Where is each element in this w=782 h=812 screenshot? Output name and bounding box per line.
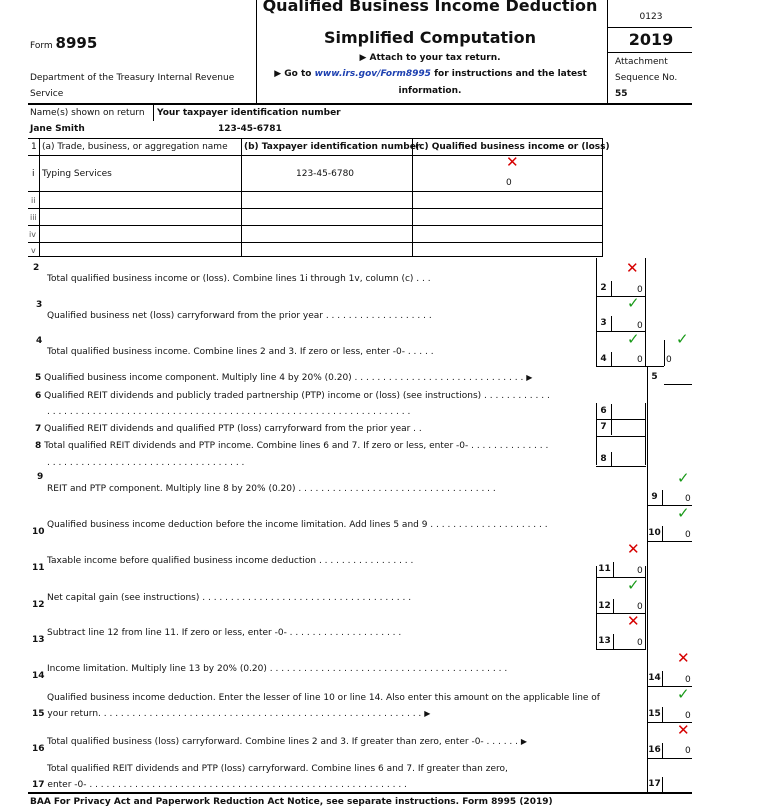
line3-amount[interactable]: 0 (637, 321, 643, 331)
line16-label: Total qualified business (loss) carryforward. Combine lines 2 and 3. If greater than zero, enter -0- . . . . . . (47, 737, 519, 747)
line1-row-i-tin[interactable]: 123-45-6780 (296, 169, 355, 179)
line9-number: 9 (37, 472, 44, 482)
line8-dots: . . . . . . . . . . . . . . . . . . . . . . . . . . . . . . . . . . . (47, 458, 245, 468)
service-label: Service (30, 89, 64, 99)
line6-box: 6 (596, 404, 612, 419)
header-bottom-rule (28, 103, 692, 105)
footer-top-rule (28, 792, 692, 794)
line13-box: 13 (596, 634, 614, 649)
line8-text (35, 441, 548, 451)
line14-text: Income limitation. Multiply line 13 by 20% (0.20) . . . . . . . . . . . . . . . . . . . . . . . . . . . . . . . . . . . . . . . . . . (47, 664, 508, 674)
line1-row-ii-rule (28, 208, 603, 209)
line10-box: 10 (647, 526, 663, 541)
line17-label: enter -0- . . . . . . . . . . . . . . . . . . . . . . . . . . . . . . . . . . . . . . . . . . . . . . . . . . . . . . . . (47, 780, 407, 790)
form-number: 8995 (55, 34, 98, 52)
line5-arrow-icon: ▶ (526, 373, 533, 382)
line3-number: 3 (36, 300, 43, 310)
line8-label: Total qualified REIT dividends and PTP income. Combine lines 6 and 7. If zero or less, enter -0- . . . . . . . . . . . . . . (44, 441, 549, 451)
line1-row-i-error-icon: ✕ (506, 153, 519, 171)
line16-error-icon: ✕ (677, 721, 690, 739)
line1-number: 1 (31, 142, 37, 152)
line1-row-iii-rule (28, 225, 603, 226)
line1-row-i-rule (28, 191, 603, 192)
line1-row-iii-roman: iii (30, 213, 37, 222)
line5-text (35, 373, 532, 383)
taxpayer-tin: 123-45-6781 (218, 124, 282, 134)
line5-label: Qualified business income component. Multiply line 4 by 20% (0.20) . . . . . . . . . . . . . . . . . . . . . . . . . . . . . . (44, 373, 524, 383)
outer-box-left-rule-top (664, 340, 665, 366)
line1-row-i-name[interactable]: Typing Services (42, 169, 112, 179)
sequence-number: 55 (615, 89, 628, 99)
header-divider-left (256, 0, 257, 103)
line15-number: 15 (32, 709, 45, 719)
line17-number: 17 (32, 780, 45, 790)
outer-box-left-rule (647, 366, 648, 792)
sequence-label: Sequence No. (615, 73, 678, 83)
inner-amount-right-rule (645, 258, 646, 366)
line11-error-icon: ✕ (627, 540, 640, 558)
line7-box: 7 (596, 420, 612, 435)
year-top-rule (607, 27, 692, 28)
line17-box: 17 (647, 777, 663, 792)
name-label: Name(s) shown on return (30, 108, 145, 118)
line15-arrow-icon: ▶ (424, 709, 431, 718)
line4-rule (596, 366, 664, 367)
form-title-line2: Simplified Computation (323, 28, 537, 47)
line12-amount[interactable]: 0 (637, 602, 643, 612)
line16-arrow-icon: ▶ (520, 737, 528, 746)
line11-number: 11 (32, 563, 45, 573)
line8-rule (596, 466, 646, 467)
tin-label: Your taxpayer identification number (157, 108, 341, 118)
line7-rule (596, 436, 646, 437)
line10-rule (647, 541, 692, 542)
line5-box: 5 (651, 372, 658, 382)
line2-amount[interactable]: 0 (637, 285, 643, 295)
line8-box: 8 (596, 452, 612, 467)
line8-number: 8 (35, 441, 42, 451)
line6-number: 6 (35, 391, 42, 401)
line9-text: REIT and PTP component. Multiply line 8 by 20% (0.20) . . . . . . . . . . . . . . . . . . . . . . . . . . . . . . . . . . . (47, 484, 496, 494)
line1-row-iv-roman: iv (29, 230, 36, 239)
line1-row-ii-roman: ii (31, 196, 36, 205)
line16-number: 16 (32, 744, 45, 754)
goto-instruction (258, 69, 603, 79)
line13-text: Subtract line 12 from line 11. If zero or less, enter -0- . . . . . . . . . . . . . . . . . . . . (47, 628, 402, 638)
line11-amount[interactable]: 0 (637, 566, 643, 576)
form-label (30, 34, 97, 52)
line12-text: Net capital gain (see instructions) . . . . . . . . . . . . . . . . . . . . . . . . . . . . . . . . . . . . . (47, 593, 412, 603)
line4-amount[interactable]: 0 (637, 355, 643, 365)
line13-number: 13 (32, 635, 45, 645)
department-label: Department of the Treasury Internal Revenue (30, 73, 235, 83)
line1-row-i-amount[interactable]: 0 (506, 178, 512, 188)
line1-col-b-header: (b) Taxpayer identification number (244, 142, 421, 152)
form-prefix: Form (30, 41, 53, 51)
line15-label: your return. . . . . . . . . . . . . . . . . . . . . . . . . . . . . . . . . . . . . . . . . . . . . . . . . . . . . . . . . (47, 709, 422, 719)
line10-text: Qualified business income deduction before the income limitation. Add lines 5 and 9 . . . . . . . . . . . . . . . . . . . . . (47, 520, 548, 530)
inner-amount-right-rule-2 (645, 403, 646, 465)
line17-text2 (32, 780, 407, 790)
line16-box: 16 (647, 743, 663, 758)
line3-box: 3 (596, 316, 612, 331)
goto-instruction-line2: information. (398, 86, 462, 96)
line1-row-i-roman: i (32, 169, 35, 179)
line9-check-icon: ✓ (677, 469, 690, 487)
goto-prefix: ▶ Go to (274, 69, 312, 79)
line4-box: 4 (596, 352, 612, 367)
line2-error-icon: ✕ (626, 259, 639, 277)
line9-box: 9 (647, 490, 663, 505)
line4-right-check-icon: ✓ (676, 330, 689, 348)
line14-amount[interactable]: 0 (685, 675, 691, 685)
line17-text1: Total qualified REIT dividends and PTP (loss) carryforward. Combine lines 6 and 7. If greater than zero, (47, 764, 508, 774)
line15-text1: Qualified business income deduction. Enter the lesser of line 10 or line 14. Also enter this amount on the applicable line of (47, 693, 600, 703)
year-bottom-rule (607, 52, 692, 53)
line7-text (35, 424, 422, 434)
inner-box-left-rule (596, 258, 597, 366)
attachment-label: Attachment (615, 57, 668, 67)
line12-number: 12 (32, 600, 45, 610)
line14-number: 14 (32, 671, 45, 681)
form-title-line1: Qualified Business Income Deduction (262, 0, 598, 15)
line13-rule (596, 649, 646, 650)
line3-text: Qualified business net (loss) carryforward from the prior year . . . . . . . . . . . . . . . . . . . (47, 311, 432, 321)
line6-text (35, 391, 550, 401)
line9-amount[interactable]: 0 (685, 494, 691, 504)
line3-check-icon: ✓ (627, 294, 640, 312)
line7-label: Qualified REIT dividends and qualified PTP (loss) carryforward from the prior year . . (44, 424, 422, 434)
line5-rule (664, 384, 692, 385)
line13-error-icon: ✕ (627, 612, 640, 630)
irs-form-link[interactable]: www.irs.gov/Form8995 (314, 69, 431, 79)
line14-error-icon: ✕ (677, 649, 690, 667)
line7-number: 7 (35, 424, 42, 434)
footer-notice: BAA For Privacy Act and Paperwork Reduction Act Notice, see separate instructions. Form 8995 (2019) (30, 797, 553, 807)
line10-number: 10 (32, 527, 45, 537)
taxpayer-name: Jane Smith (30, 124, 85, 134)
line2-box: 2 (596, 281, 612, 296)
name-divider (153, 104, 154, 121)
line4-text: Total qualified business income. Combine lines 2 and 3. If zero or less, enter -0- . . . . . (47, 347, 434, 357)
line16-text (47, 737, 527, 747)
line1-row-iv-rule (28, 242, 603, 243)
omb-number: 0123 (639, 12, 663, 22)
line2-text: Total qualified business income or (loss). Combine lines 1i through 1v, column (c) . . . (47, 274, 431, 284)
attach-instruction: ▶ Attach to your tax return. (359, 53, 501, 63)
line14-box: 14 (647, 671, 663, 686)
line1-col-a-header: (a) Trade, business, or aggregation name (42, 142, 228, 152)
line15-check-icon: ✓ (677, 685, 690, 703)
line1-bottom-rule (28, 256, 603, 257)
line4-right-amount[interactable]: 0 (666, 355, 672, 365)
line11-box: 11 (596, 562, 614, 577)
line16-rule (647, 758, 692, 759)
line15-amount[interactable]: 0 (685, 711, 691, 721)
goto-suffix: for instructions and the latest (434, 69, 587, 79)
name-bottom-rule (28, 138, 603, 139)
line5-number: 5 (35, 373, 42, 383)
line10-check-icon: ✓ (677, 504, 690, 522)
line11-text: Taxable income before qualified business income deduction . . . . . . . . . . . . . . . . . (47, 556, 414, 566)
line12-check-icon: ✓ (627, 576, 640, 594)
line1-col-c-header: (c) Qualified business income or (loss) (415, 142, 610, 152)
line6-dots: . . . . . . . . . . . . . . . . . . . . . . . . . . . . . . . . . . . . . . . . . . . . . . . . . . . . . . . . . . . . . . . . (47, 407, 411, 417)
line15-box: 15 (647, 707, 663, 722)
line10-amount[interactable]: 0 (685, 530, 691, 540)
line1-row-v-roman: v (31, 246, 36, 255)
line4-check-icon: ✓ (627, 330, 640, 348)
line16-amount[interactable]: 0 (685, 746, 691, 756)
line6-label: Qualified REIT dividends and publicly traded partnership (PTP) income or (loss) (see instructions) . . . . . . . . . . . . (44, 391, 550, 401)
line4-number: 4 (36, 336, 43, 346)
line15-text2 (32, 709, 430, 719)
tax-year: 2019 (628, 30, 674, 49)
line12-box: 12 (596, 599, 614, 614)
line13-amount[interactable]: 0 (637, 638, 643, 648)
inner-amount-right-rule-3 (645, 566, 646, 650)
line2-number: 2 (33, 263, 40, 273)
